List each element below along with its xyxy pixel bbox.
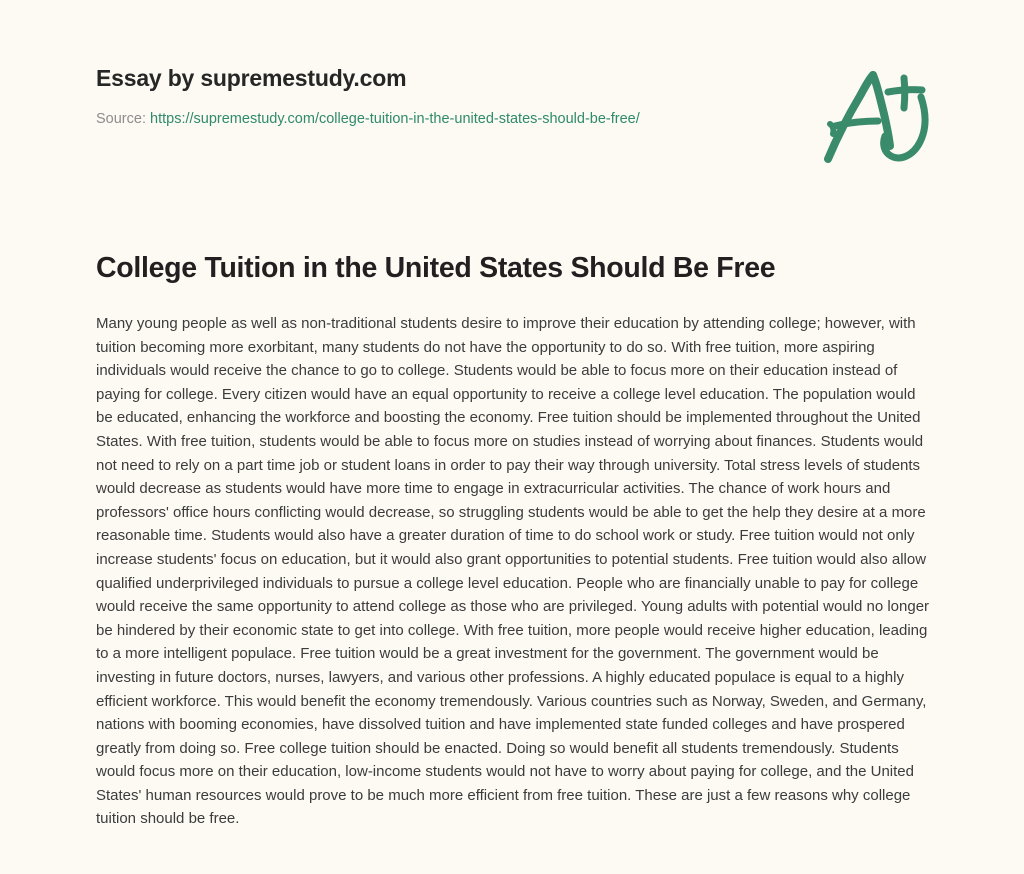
essay-paragraph: Many young people as well as non-traditional students desire to improve their education by attending college; however, with tuition becoming more exorbitant, many students do not have the opportunity to do so. With free tuition, more aspiring individuals would receive the chance to go to college. Students would be able to focus more on their education instead of paying for college. Every citizen would have an equal opportunity to receive a college level education. The population would be educated, enhancing the workforce and boosting the economy. Free tuition should be implemented throughout the United States. With free tuition, students would be able to focus more on studies instead of worrying about finances. Students would not need to rely on a part time job or student loans in order to pay their way through university. Total stress levels of students would decrease as students would have more time to engage in extracurricular activities. The chance of work hours and professors' office hours conflicting would decrease, so struggling students would be able to get the help they desire at a more reasonable time. Students would also have a greater duration of time to do school work or study. Free tuition would not only increase students' focus on education, but it would also grant opportunities to potential students. Free tuition would also allow qualified underprivileged individuals to pursue a college level education. People who are financially unable to pay for college would receive the same opportunity to attend college as those who are privileged. Young adults with potential would no longer be hindered by their economic state to get into college. With free tuition, more people would receive higher education, leading to a more intelligent populace. Free tuition would be a great investment for the government. The government would be investing in future doctors, nurses, lawyers, and various other professions. A highly educated populace is equal to a highly efficient workforce. This would benefit the economy tremendously. Various countries such as Norway, Sweden, and Germany, nations with booming economies, have dissolved tuition and have implemented state funded colleges and have prospered greatly from doing so. Free college tuition should be enacted. Doing so would benefit all students tremendously. Students would focus more on their education, low-income students would not have to worry about paying for college, and the United States' human resources would prove to be much more efficient from free tuition. These are just a few reasons why college tuition should be free. (96, 315, 930, 828)
source-line (96, 111, 936, 128)
a-plus-logo-icon (812, 64, 942, 168)
byline: Essay by supremestudy.com (96, 65, 407, 91)
source-label: Source: (96, 111, 146, 128)
page-title: College Tuition in the United States Should Be Free (96, 252, 776, 284)
a-plus-logo (812, 64, 942, 168)
page-header (96, 66, 936, 176)
essay-body (96, 312, 934, 831)
source-url-link[interactable]: https://supremestudy.com/college-tuition-in-the-united-states-should-be-free/ (150, 111, 640, 128)
